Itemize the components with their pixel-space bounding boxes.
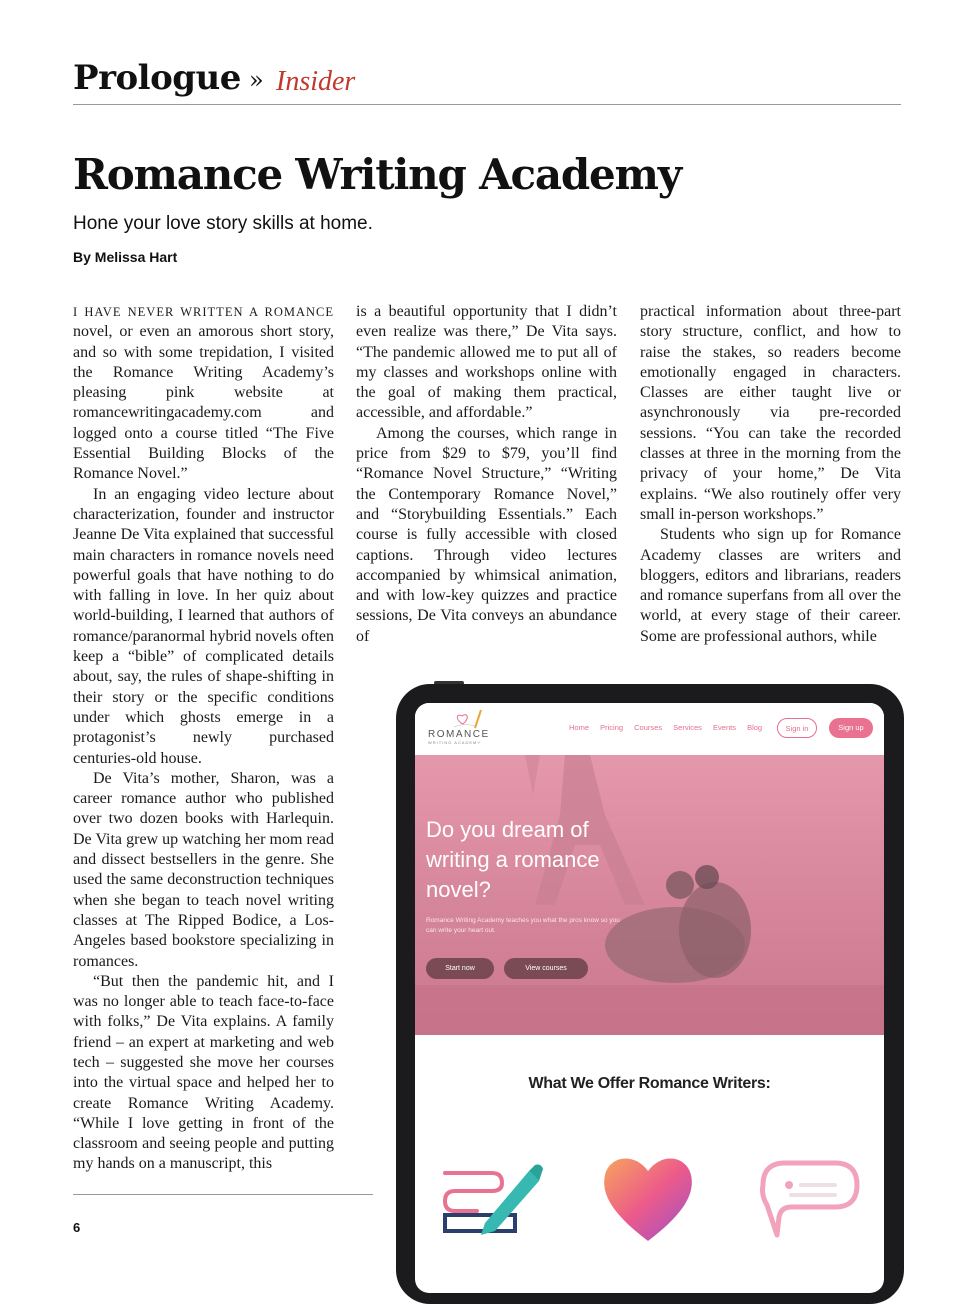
article-byline: By Melissa Hart [73, 249, 178, 265]
hero-text: Romance Writing Academy teaches you what the pros know so you can write your heart out. [426, 917, 620, 934]
section-name: Prologue [73, 58, 241, 98]
article-column-1 [73, 302, 334, 1175]
nav-pricing[interactable]: Pricing [600, 723, 624, 732]
subsection-name: Insider [276, 66, 356, 97]
speech-bubble-icon [755, 1155, 865, 1245]
start-now-button[interactable]: Start now [426, 958, 494, 979]
nav-blog[interactable]: Blog [747, 723, 763, 732]
sign-up-button[interactable]: Sign up [829, 718, 873, 738]
article-subtitle: Hone your love story skills at home. [73, 213, 373, 234]
tablet-screen [415, 703, 884, 1293]
offer-heading: What We Offer Romance Writers: [528, 1075, 771, 1092]
section-header [73, 56, 901, 105]
logo-heart-pen-icon [451, 708, 491, 730]
paragraph: In an engaging video lecture about characterization, founder and instructor Jeanne De Vita explained that successful main characters in romance novels need powerful goals that have nothing to do with falling in love. In her quiz about world-building, I learned that authors of romance/paranormal hybrid novels often keep a “bible” of complicated details about, say, the rules of shape-shifting in their story or the specific conditions under which ghosts emerge in a protagonist’s newly purchased centuries-old house. [73, 485, 334, 767]
hero-banner [415, 755, 884, 1035]
article-column-3 [640, 302, 901, 647]
hero-heading: Do you dream of writing a romance novel? [426, 817, 600, 902]
page-number: 6 [73, 1220, 81, 1235]
pencil-writing-icon [437, 1153, 547, 1243]
logo-tagline: WRITING ACADEMY [428, 740, 482, 745]
website-nav [415, 703, 884, 755]
view-courses-button[interactable]: View courses [504, 958, 588, 979]
paragraph: is a beautiful opportunity that I didn’t even realize was there,” De Vita says. “The pandemic allowed me to put all of my classes and workshops online with the goal of making them practical, accessible, and affordable.” [356, 303, 617, 422]
nav-services[interactable]: Services [673, 723, 702, 732]
paragraph-text: novel, or even an amorous short story, and so with some trepidation, I visited the Romance Writing Academy’s pleasing pink website at romancewritingacademy.com and logged onto a course titled “The Five Essential Building Blocks of the Romance Novel.” [73, 323, 334, 483]
article-column-2 [356, 302, 617, 647]
sign-in-button[interactable]: Sign in [777, 718, 817, 738]
paragraph: De Vita’s mother, Sharon, was a career romance author who published over two dozen books with Harlequin. De Vita grew up watching her mom read and dissect bestsellers in the genre. She used the same deconstruction techniques when she began to teach novel writing classes at The Ripped Bodice, a Los-Angeles based bookstore specializing in romances. [73, 769, 334, 970]
nav-links [569, 723, 771, 732]
nav-courses[interactable]: Courses [634, 723, 663, 732]
lead-in: I HAVE NEVER WRITTEN A ROMANCE [73, 305, 334, 319]
footer-rule [73, 1194, 373, 1195]
paragraph: “But then the pandemic hit, and I was no longer able to teach face-to-face with folks,” De Vita explains. A family friend – an expert at marketing and web tech – suggested she move her courses into the virtual space and helped her to create Romance Writing Academy. “While I love getting in front of the classroom and seeing people and putting my hands on a manuscript, this [73, 972, 334, 1173]
paragraph [73, 302, 334, 485]
logo-wordmark[interactable]: ROMANCE [428, 729, 490, 740]
nav-events[interactable]: Events [713, 723, 736, 732]
section-separator: » [249, 66, 264, 94]
paragraph: Students who sign up for Romance Academy classes are writers and bloggers, editors and librarians, readers and romance superfans from all over the world, at every stage of their career. Some are professional authors, while [640, 526, 901, 645]
nav-home[interactable]: Home [569, 723, 590, 732]
paragraph: Among the courses, which range in price from $29 to $79, you’ll find “Romance Novel Structure,” “Writing the Contemporary Romance Novel,” and “Storybuilding Essentials.” Each course is fully accessible with closed captions. Through video lectures accompanied by whimsical animation, and with low-key quizzes and practice sessions, De Vita conveys an abundance of [356, 424, 617, 645]
article-title: Romance Writing Academy [73, 150, 681, 199]
paragraph: practical information about three-part story structure, conflict, and how to raise the stakes, so readers become emotionally engaged in characters. Classes are either taught live or asynchronously via pre-recorded sessions. “You can take the recorded classes at three in the morning from the privacy of your home,” De Vita explains. “We also routinely offer very small in-person workshops.” [640, 303, 901, 523]
heart-icon [601, 1153, 696, 1243]
